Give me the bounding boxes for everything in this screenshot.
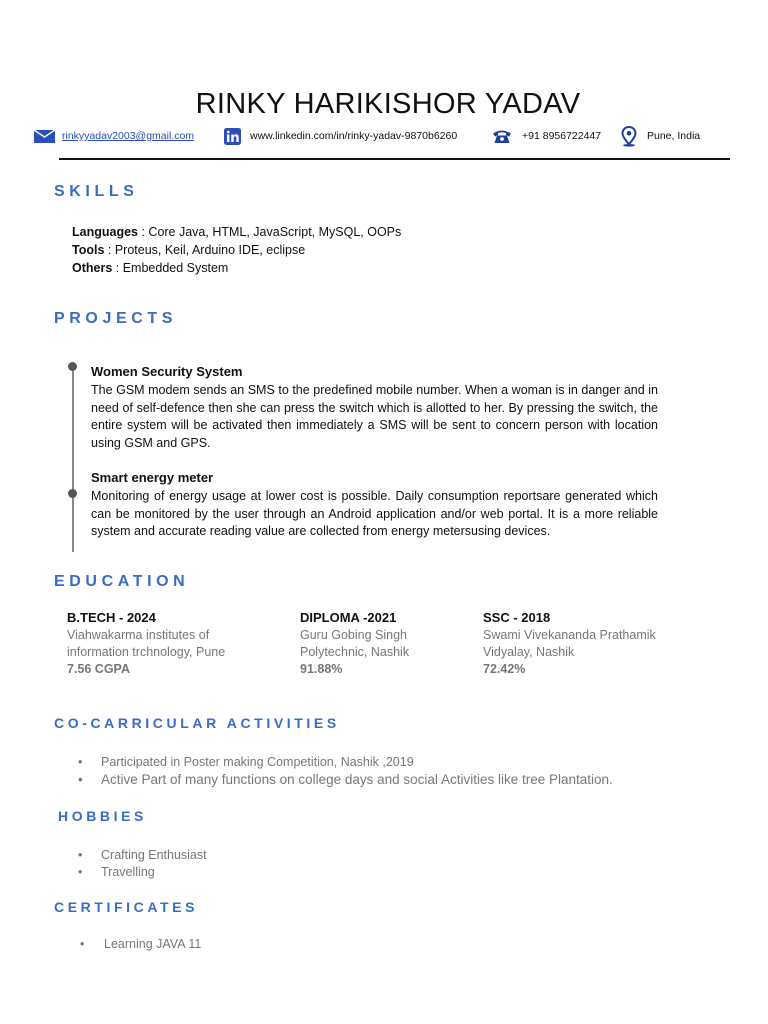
email-link[interactable]: rinkyyadav2003@gmail.com (62, 130, 195, 142)
education-degree: DIPLOMA -2021 (300, 610, 397, 625)
skill-label: Tools (72, 243, 105, 257)
skill-languages (72, 223, 401, 241)
location-text: Pune, India (647, 130, 701, 142)
skill-tools (72, 241, 305, 259)
candidate-name: RINKY HARIKISHOR YADAV (195, 88, 581, 120)
project-title: Smart energy meter (91, 470, 214, 485)
education-heading: EDUCATION (54, 573, 190, 590)
contact-phone (492, 126, 601, 146)
education-institution: Viahwakarma institutes of information trchnology, Pune (67, 628, 226, 659)
phone-number: +91 8956722447 (522, 130, 602, 142)
envelope-icon (34, 130, 55, 143)
education-institution: Guru Gobing Singh Polytechnic, Nashik (300, 628, 410, 659)
header-divider (59, 158, 730, 160)
project-description: Monitoring of energy usage at lower cost is possible. Daily consumption reportsare generated which can be monitored by the user through an Android application and/or web portal. It is a more reliable system and accurate reading value are collected from energy metersusing devices. (91, 489, 658, 539)
contact-location (621, 126, 700, 146)
education-entry (67, 609, 267, 678)
education-degree: SSC - 2018 (483, 610, 551, 625)
skill-value: : Core Java, HTML, JavaScript, MySQL, OOPs (138, 225, 402, 239)
certificates-list (80, 936, 480, 953)
project-description: The GSM modem sends an SMS to the predefined mobile number. When a woman is in danger and in need of self-defence then she can press the switch which is allotted to her. By pressing the switch, the entire system will be activated then immediately a SMS will be sent to concern person with location using GSM and GPS. (91, 383, 658, 450)
linkedin-icon (224, 128, 241, 145)
linkedin-link[interactable]: www.linkedin.com/in/rinky-yadav-9870b6260 (250, 130, 458, 142)
contact-email[interactable] (34, 126, 194, 146)
timeline-dot (68, 489, 77, 498)
list-item: • Crafting Enthusiast (78, 847, 478, 864)
project-title: Women Security System (91, 364, 243, 379)
hobbies-list (78, 847, 478, 881)
skill-value: : Proteus, Keil, Arduino IDE, eclipse (104, 243, 306, 257)
activities-heading: CO-CARRICULAR ACTIVITIES (54, 715, 340, 731)
list-item: • Active Part of many functions on college days and social Activities like tree Plantation. (78, 771, 718, 789)
hobbies-heading: HOBBIES (58, 808, 147, 824)
location-pin-icon (621, 126, 637, 147)
skill-label: Others (72, 261, 113, 275)
project-timeline (72, 366, 74, 552)
education-score: 91.88% (300, 662, 343, 676)
list-item: • Learning JAVA 11 (80, 936, 480, 953)
education-degree: B.TECH - 2024 (67, 610, 156, 625)
list-item: • Travelling (78, 864, 478, 881)
skills-heading: SKILLS (54, 183, 139, 200)
certificates-heading: CERTIFICATES (54, 899, 199, 915)
timeline-dot (68, 362, 77, 371)
education-score: 72.42% (483, 662, 526, 676)
list-item: • Participated in Poster making Competition, Nashik ,2019 (78, 753, 718, 771)
education-score: 7.56 CGPA (67, 662, 130, 676)
skill-others (72, 259, 228, 277)
skill-value: : Embedded System (112, 261, 229, 275)
telephone-icon (492, 129, 512, 144)
skill-label: Languages (72, 225, 138, 239)
education-entry (483, 609, 683, 678)
education-institution: Swami Vivekananda Prathamik Vidyalay, Nashik (483, 628, 656, 659)
projects-heading: PROJECTS (54, 310, 178, 327)
contact-linkedin[interactable] (224, 126, 457, 146)
activities-list (78, 753, 718, 789)
education-entry (300, 609, 450, 678)
